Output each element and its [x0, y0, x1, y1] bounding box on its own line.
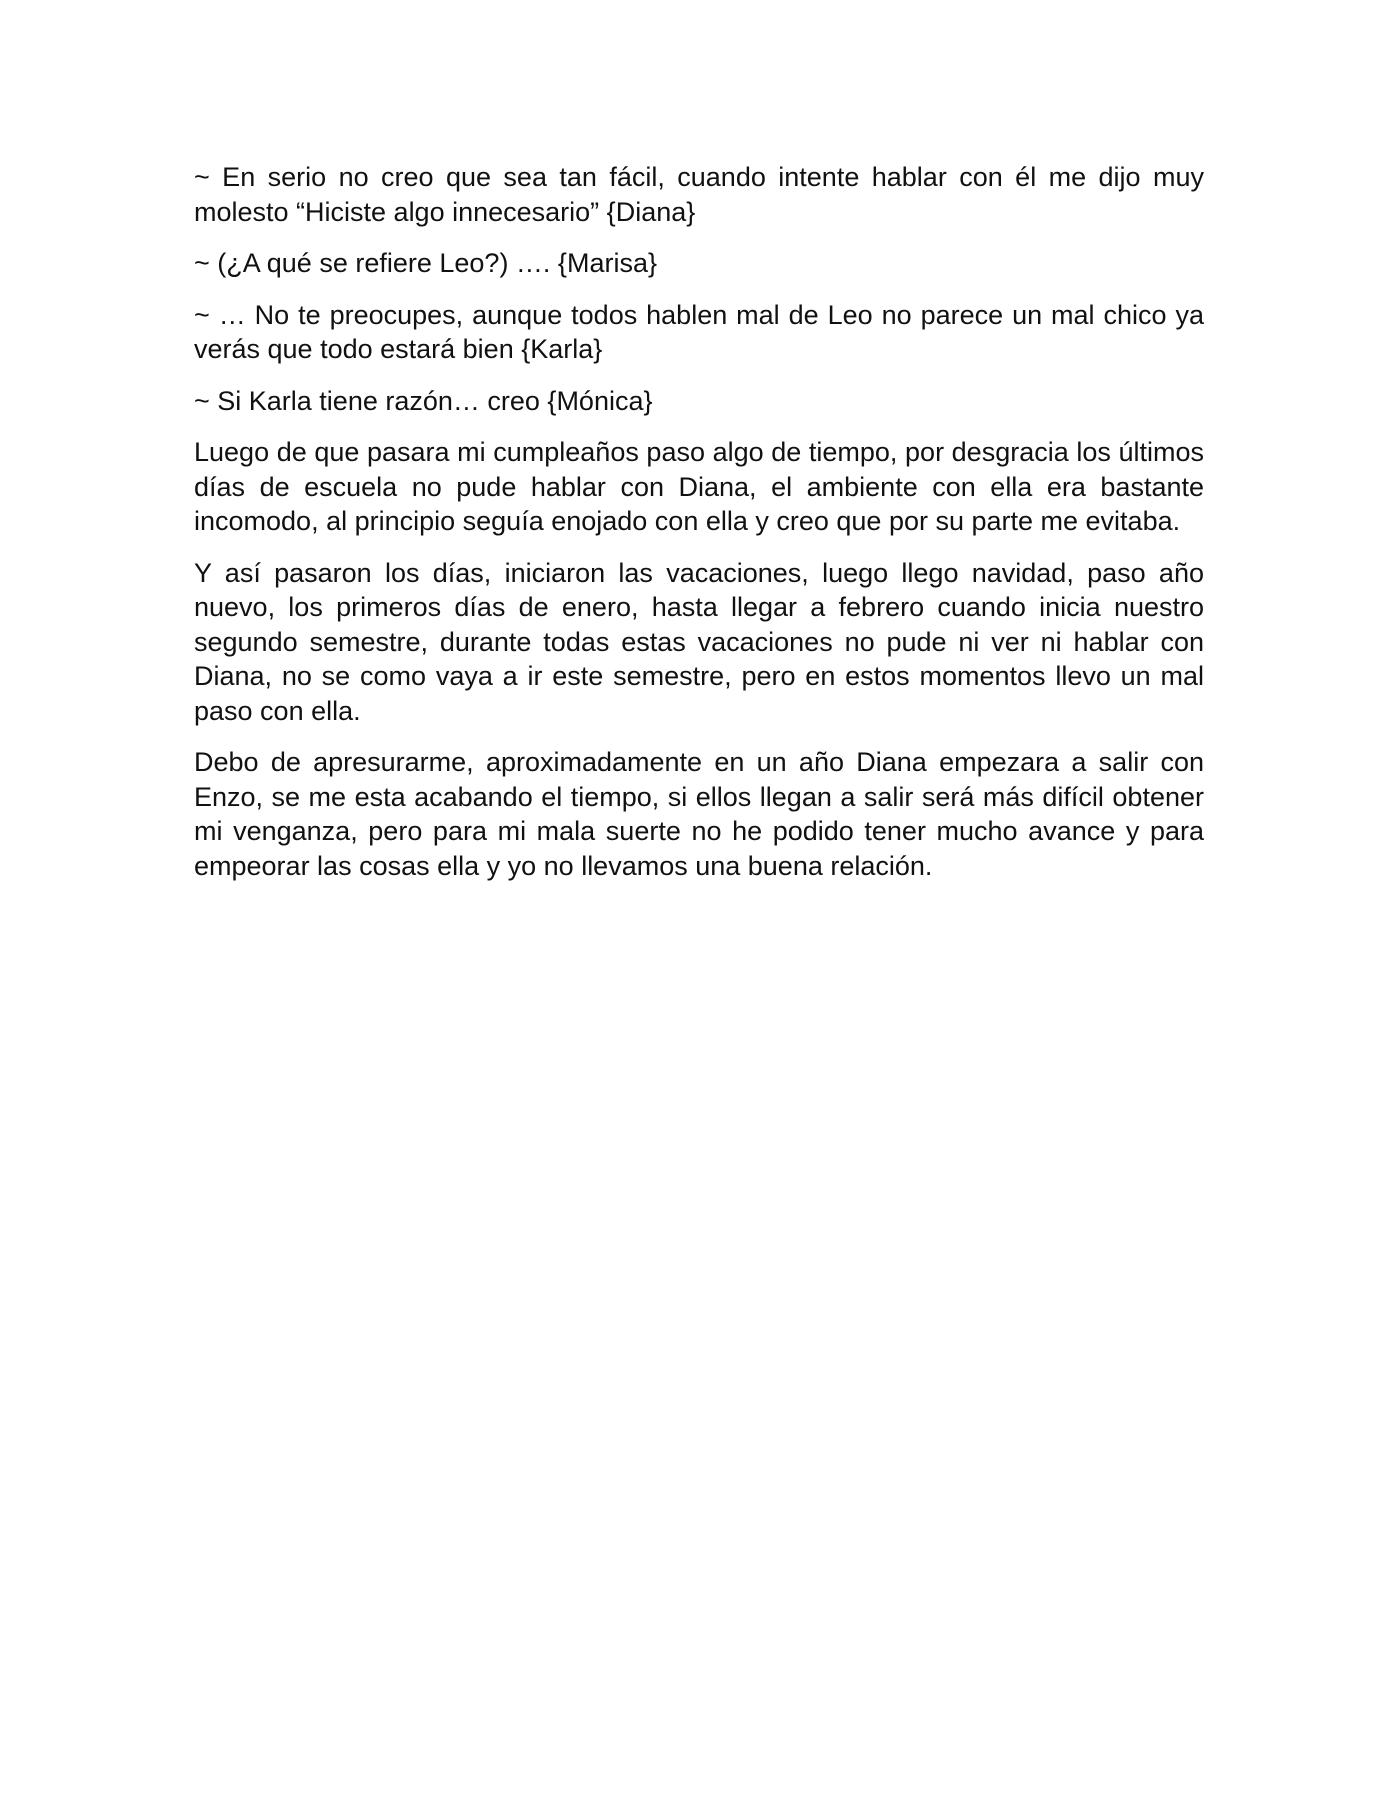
dialogue-line-marisa: ~ (¿A qué se refiere Leo?) …. {Marisa}: [194, 248, 657, 278]
narrative-paragraph: Luego de que pasara mi cumpleaños paso algo de tiempo, por desgracia los últimos días de escuela no pude hablar con Diana, el ambiente con ella era bastante incomodo, al principio seguía enojado con ella y creo que por su parte me evitaba.: [194, 437, 1204, 536]
narrative-paragraph: Y así pasaron los días, iniciaron las vacaciones, luego llego navidad, paso año nuevo, los primeros días de enero, hasta llegar a febrero cuando inicia nuestro segundo semestre, durante todas estas vacaciones no pude ni ver ni hablar con Diana, no se como vaya a ir este semestre, pero en estos momentos llevo un mal paso con ella.: [194, 557, 1204, 726]
dialogue-line-diana: ~ En serio no creo que sea tan fácil, cuando intente hablar con él me dijo muy molesto “Hiciste algo innecesario” {Diana}: [194, 162, 1204, 227]
document-body: [194, 160, 1204, 900]
narrative-paragraph: Debo de apresurarme, aproximadamente en un año Diana empezara a salir con Enzo, se me esta acabando el tiempo, si ellos llegan a salir será más difícil obtener mi venganza, pero para mi mala suerte no he podido tener mucho avance y para empeorar las cosas ella y yo no llevamos una buena relación.: [194, 747, 1204, 881]
dialogue-line-karla: ~ … No te preocupes, aunque todos hablen mal de Leo no parece un mal chico ya verás que todo estará bien {Karla}: [194, 299, 1204, 364]
dialogue-line-monica: ~ Si Karla tiene razón… creo {Mónica}: [194, 385, 653, 416]
